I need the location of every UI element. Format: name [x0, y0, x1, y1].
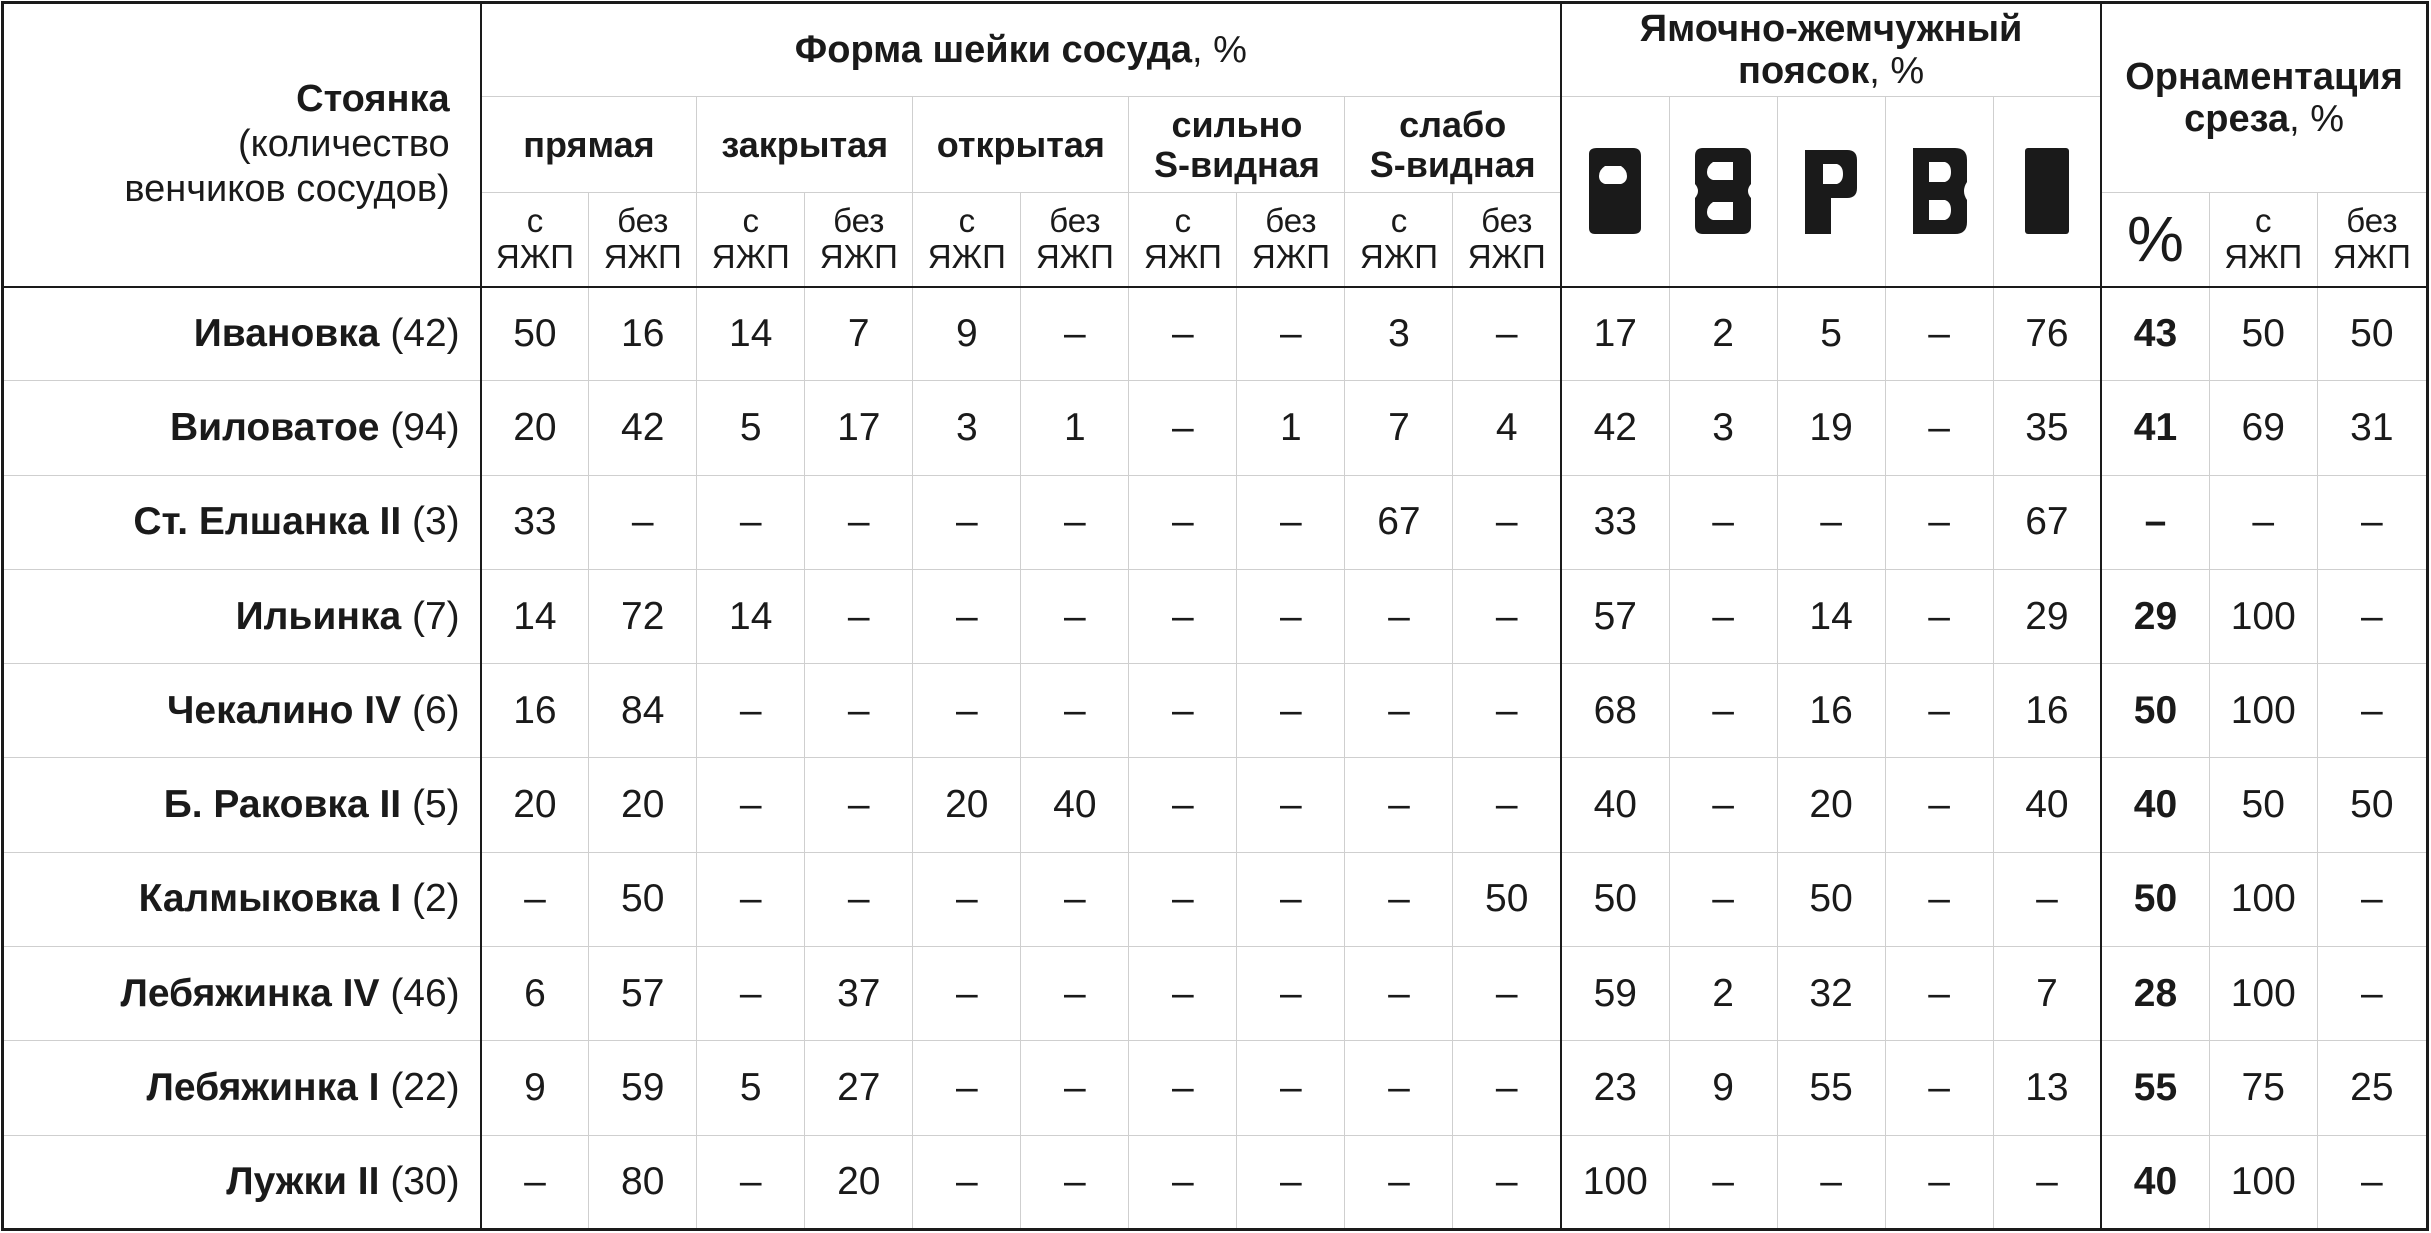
table-cell: 59 [1561, 947, 1669, 1041]
table-cell: 50 [2317, 758, 2427, 852]
table-cell: 29 [2101, 569, 2209, 663]
table-cell: 2 [1669, 947, 1777, 1041]
table-cell: – [1021, 569, 1129, 663]
col-closed-with: с ЯЖП [697, 193, 805, 287]
table-cell: 72 [589, 569, 697, 663]
table-cell: 19 [1777, 381, 1885, 475]
table-cell: – [1129, 758, 1237, 852]
table-cell: – [1777, 475, 1885, 569]
site-name: Ильинка [235, 594, 402, 638]
table-cell: 40 [2101, 1135, 2209, 1229]
table-cell: – [1669, 664, 1777, 758]
table-cell: 57 [1561, 569, 1669, 663]
table-cell: 16 [589, 287, 697, 381]
table-cell: – [481, 852, 589, 946]
table-cell: 69 [2209, 381, 2317, 475]
table-cell: 13 [1993, 1041, 2101, 1135]
belt-type-4-icon [1885, 97, 1993, 287]
table-cell: – [805, 852, 913, 946]
table-cell: 50 [1453, 852, 1561, 946]
table-row [3, 758, 2428, 852]
site-name-cell [3, 381, 481, 475]
site-column-header [3, 3, 481, 287]
ornament-group-header [2101, 3, 2427, 193]
table-cell: – [1021, 947, 1129, 1041]
table-cell: – [1669, 852, 1777, 946]
table-cell: 35 [1993, 381, 2101, 475]
table-cell: – [1885, 852, 1993, 946]
table-cell: – [697, 947, 805, 1041]
table-cell: – [1237, 287, 1345, 381]
table-cell: – [1129, 381, 1237, 475]
table-cell: – [1021, 1135, 1129, 1229]
table-cell: 50 [2101, 664, 2209, 758]
col-open-with: с ЯЖП [913, 193, 1021, 287]
table-cell: 25 [2317, 1041, 2427, 1135]
site-count: (7) [412, 594, 460, 638]
table-cell: 20 [805, 1135, 913, 1229]
table-cell: 40 [1561, 758, 1669, 852]
site-count: (94) [390, 405, 460, 449]
table-cell: – [1345, 852, 1453, 946]
table-cell: 28 [2101, 947, 2209, 1041]
table-cell: 14 [481, 569, 589, 663]
table-cell: – [805, 758, 913, 852]
neck-shape-group-header [481, 3, 1561, 97]
table-cell: 3 [913, 381, 1021, 475]
table-cell: – [697, 852, 805, 946]
site-name: Лужки II [226, 1159, 380, 1203]
table-cell: – [1453, 475, 1561, 569]
table-cell: – [1669, 1135, 1777, 1229]
table-cell: 27 [805, 1041, 913, 1135]
table-cell: 33 [481, 475, 589, 569]
table-cell: – [1885, 947, 1993, 1041]
table-cell: 7 [1345, 381, 1453, 475]
table-cell: 55 [2101, 1041, 2209, 1135]
table-cell: – [1885, 1041, 1993, 1135]
neck-shape-group-unit: , % [1191, 29, 1247, 71]
table-cell: – [1777, 1135, 1885, 1229]
neck-type-weak-s: слабо S-видная [1345, 97, 1561, 193]
table-cell: – [913, 947, 1021, 1041]
table-cell: – [697, 475, 805, 569]
table-cell: – [1237, 475, 1345, 569]
table-cell: – [1885, 664, 1993, 758]
col-open-without: без ЯЖП [1021, 193, 1129, 287]
table-cell: – [1021, 852, 1129, 946]
table-cell: – [1237, 1041, 1345, 1135]
table-cell: 76 [1993, 287, 2101, 381]
table-cell: 32 [1777, 947, 1885, 1041]
table-cell: – [1129, 1041, 1237, 1135]
table-cell: 16 [1993, 664, 2101, 758]
site-name: Ивановка [193, 311, 380, 355]
table-cell: – [481, 1135, 589, 1229]
table-cell: – [1345, 1135, 1453, 1229]
table-cell: 100 [2209, 664, 2317, 758]
site-name-cell [3, 475, 481, 569]
table-cell: – [2317, 664, 2427, 758]
table-cell: 29 [1993, 569, 2101, 663]
table-cell: – [1453, 569, 1561, 663]
table-cell: 57 [589, 947, 697, 1041]
table-cell: 50 [589, 852, 697, 946]
table-cell: 14 [1777, 569, 1885, 663]
table-cell: – [1993, 852, 2101, 946]
site-name-cell [3, 1135, 481, 1229]
table-cell: – [1129, 1135, 1237, 1229]
site-name-cell [3, 947, 481, 1041]
neck-shape-group-title: Форма шейки сосуда [794, 29, 1192, 71]
table-cell: 59 [589, 1041, 697, 1135]
table-cell: 3 [1345, 287, 1453, 381]
table-cell: 5 [697, 1041, 805, 1135]
table-cell: – [1129, 664, 1237, 758]
table-cell: 100 [2209, 569, 2317, 663]
site-name: Чекалино IV [167, 688, 402, 732]
table-cell: – [1669, 569, 1777, 663]
table-cell: 20 [481, 758, 589, 852]
belt-group-unit: , % [1869, 50, 1925, 92]
table-cell: – [2209, 475, 2317, 569]
table-cell: – [913, 475, 1021, 569]
col-weak-s-with: с ЯЖП [1345, 193, 1453, 287]
table-cell: – [1129, 852, 1237, 946]
table-cell: – [1345, 1041, 1453, 1135]
ornament-group-unit: , % [2289, 98, 2345, 140]
table-cell: 5 [1777, 287, 1885, 381]
table-cell: 37 [805, 947, 913, 1041]
table-cell: – [913, 664, 1021, 758]
table-cell: – [1237, 758, 1345, 852]
col-straight-without: без ЯЖП [589, 193, 697, 287]
table-cell: 42 [589, 381, 697, 475]
site-count: (5) [412, 783, 460, 827]
table-row [3, 569, 2428, 663]
table-row [3, 1135, 2428, 1229]
table-cell: 40 [1993, 758, 2101, 852]
table-cell: – [1885, 475, 1993, 569]
table-cell: – [1237, 947, 1345, 1041]
site-header-subtitle-2: венчиков сосудов) [124, 168, 450, 211]
table-cell: – [913, 852, 1021, 946]
table-cell: 84 [589, 664, 697, 758]
table-cell: – [2317, 852, 2427, 946]
table-row [3, 287, 2428, 381]
belt-type-1-icon [1561, 97, 1669, 287]
table-cell: 17 [805, 381, 913, 475]
table-cell: 17 [1561, 287, 1669, 381]
table-row [3, 852, 2428, 946]
table-cell: 9 [1669, 1041, 1777, 1135]
site-name: Виловатое [169, 405, 380, 449]
site-name: Калмыковка I [138, 877, 402, 921]
table-cell: – [913, 1135, 1021, 1229]
belt-type-5-icon [1993, 97, 2101, 287]
table-cell: 40 [2101, 758, 2209, 852]
table-cell: 16 [1777, 664, 1885, 758]
neck-type-open: открытая [913, 97, 1129, 193]
table-row [3, 947, 2428, 1041]
table-cell: 7 [805, 287, 913, 381]
table-cell: 67 [1345, 475, 1453, 569]
neck-type-straight: прямая [481, 97, 697, 193]
table-cell: 50 [1777, 852, 1885, 946]
table-cell: – [1453, 1135, 1561, 1229]
table-cell: 9 [913, 287, 1021, 381]
table-cell: 1 [1237, 381, 1345, 475]
site-count: (3) [412, 500, 460, 544]
site-count: (6) [412, 688, 460, 732]
table-cell: – [913, 1041, 1021, 1135]
table-cell: 100 [2209, 852, 2317, 946]
table-cell: 14 [697, 287, 805, 381]
table-cell: – [1129, 569, 1237, 663]
table-cell: 80 [589, 1135, 697, 1229]
site-header-subtitle-1: (количество [238, 123, 450, 166]
site-count: (46) [390, 971, 460, 1015]
table-cell: 2 [1669, 287, 1777, 381]
site-name-cell [3, 852, 481, 946]
site-name-cell [3, 758, 481, 852]
table-cell: 16 [481, 664, 589, 758]
belt-type-2-icon [1669, 97, 1777, 287]
col-ornament-with: с ЯЖП [2209, 193, 2317, 287]
table-cell: – [1885, 758, 1993, 852]
neck-type-strong-s: сильно S-видная [1129, 97, 1345, 193]
table-cell: 50 [2209, 758, 2317, 852]
site-name: Лебяжинка I [146, 1066, 380, 1110]
table-cell: 100 [2209, 1135, 2317, 1229]
col-strong-s-with: с ЯЖП [1129, 193, 1237, 287]
table-cell: – [1453, 287, 1561, 381]
table-cell: 33 [1561, 475, 1669, 569]
table-row [3, 664, 2428, 758]
site-name: Лебяжинка IV [120, 971, 380, 1015]
table-cell: – [1885, 569, 1993, 663]
table-row [3, 475, 2428, 569]
col-ornament-pct: % [2101, 193, 2209, 287]
table-cell: 50 [1561, 852, 1669, 946]
table-cell: – [1669, 475, 1777, 569]
table-cell: – [2317, 947, 2427, 1041]
table-cell: 14 [697, 569, 805, 663]
site-name-cell [3, 569, 481, 663]
table-cell: – [1345, 947, 1453, 1041]
table-cell: – [1453, 664, 1561, 758]
table-cell: 75 [2209, 1041, 2317, 1135]
col-straight-with: с ЯЖП [481, 193, 589, 287]
table-cell: – [1993, 1135, 2101, 1229]
belt-group-header [1561, 3, 2101, 97]
table-cell: – [1345, 758, 1453, 852]
table-cell: – [913, 569, 1021, 663]
table-cell: 7 [1993, 947, 2101, 1041]
table-cell: 20 [913, 758, 1021, 852]
table-cell: – [805, 475, 913, 569]
site-name-cell [3, 664, 481, 758]
table-cell: – [1669, 758, 1777, 852]
table-cell: – [1021, 1041, 1129, 1135]
table-cell: 50 [2101, 852, 2209, 946]
table-cell: – [805, 569, 913, 663]
table-cell: – [1129, 947, 1237, 1041]
table-cell: – [1237, 852, 1345, 946]
table-cell: 1 [1021, 381, 1129, 475]
table-cell: 55 [1777, 1041, 1885, 1135]
site-count: (2) [412, 877, 460, 921]
table-cell: – [2317, 569, 2427, 663]
table-cell: 67 [1993, 475, 2101, 569]
table-cell: 100 [1561, 1135, 1669, 1229]
table-row [3, 381, 2428, 475]
belt-group-title-line1: Ямочно-жемчужный [1639, 8, 2023, 50]
table-cell: 9 [481, 1041, 589, 1135]
table-cell: – [1237, 1135, 1345, 1229]
site-count: (22) [390, 1066, 460, 1110]
table-cell: 4 [1453, 381, 1561, 475]
site-name: Б. Раковка II [163, 783, 402, 827]
table-cell: 50 [2209, 287, 2317, 381]
table-cell: 43 [2101, 287, 2209, 381]
table-cell: – [2101, 475, 2209, 569]
table-cell: 40 [1021, 758, 1129, 852]
table-cell: 23 [1561, 1041, 1669, 1135]
col-strong-s-without: без ЯЖП [1237, 193, 1345, 287]
col-weak-s-without: без ЯЖП [1453, 193, 1561, 287]
table-cell: – [805, 664, 913, 758]
table-cell: 31 [2317, 381, 2427, 475]
table-cell: – [1453, 947, 1561, 1041]
site-name-cell [3, 1041, 481, 1135]
site-header-title: Стоянка [296, 78, 450, 121]
site-count: (42) [390, 311, 460, 355]
table-cell: – [1237, 664, 1345, 758]
table-cell: – [697, 758, 805, 852]
site-count: (30) [390, 1159, 460, 1203]
site-name: Ст. Елшанка II [133, 500, 402, 544]
col-closed-without: без ЯЖП [805, 193, 913, 287]
table-cell: – [2317, 1135, 2427, 1229]
table-cell: – [589, 475, 697, 569]
table-cell: – [1453, 1041, 1561, 1135]
table-cell: – [1885, 287, 1993, 381]
table-cell: – [2317, 475, 2427, 569]
table-cell: 3 [1669, 381, 1777, 475]
col-ornament-without: без ЯЖП [2317, 193, 2427, 287]
table-cell: 50 [481, 287, 589, 381]
table-cell: – [1021, 287, 1129, 381]
table-cell: 41 [2101, 381, 2209, 475]
table-cell: 20 [1777, 758, 1885, 852]
table-cell: 42 [1561, 381, 1669, 475]
belt-type-3-icon [1777, 97, 1885, 287]
neck-type-closed: закрытая [697, 97, 913, 193]
belt-group-title-line2: поясок [1738, 50, 1870, 92]
table-cell: – [1129, 475, 1237, 569]
ornament-group-title-line1: Орнаментация [2125, 56, 2403, 98]
site-name-cell [3, 287, 481, 381]
table-cell: – [1345, 664, 1453, 758]
table-cell: – [697, 1135, 805, 1229]
data-table [1, 1, 2429, 1231]
table-cell: 68 [1561, 664, 1669, 758]
table-cell: – [1345, 569, 1453, 663]
table-cell: – [1453, 758, 1561, 852]
table-row [3, 1041, 2428, 1135]
table-cell: 100 [2209, 947, 2317, 1041]
table-cell: – [1237, 569, 1345, 663]
table-cell: 20 [481, 381, 589, 475]
table-cell: 20 [589, 758, 697, 852]
table-cell: 6 [481, 947, 589, 1041]
table-cell: – [1021, 664, 1129, 758]
table-cell: – [1129, 287, 1237, 381]
ornament-group-title-line2: среза [2184, 98, 2290, 140]
table-cell: – [1021, 475, 1129, 569]
table-cell: 5 [697, 381, 805, 475]
table-cell: – [1885, 1135, 1993, 1229]
table-cell: – [1885, 381, 1993, 475]
table-cell: 50 [2317, 287, 2427, 381]
table-cell: – [697, 664, 805, 758]
